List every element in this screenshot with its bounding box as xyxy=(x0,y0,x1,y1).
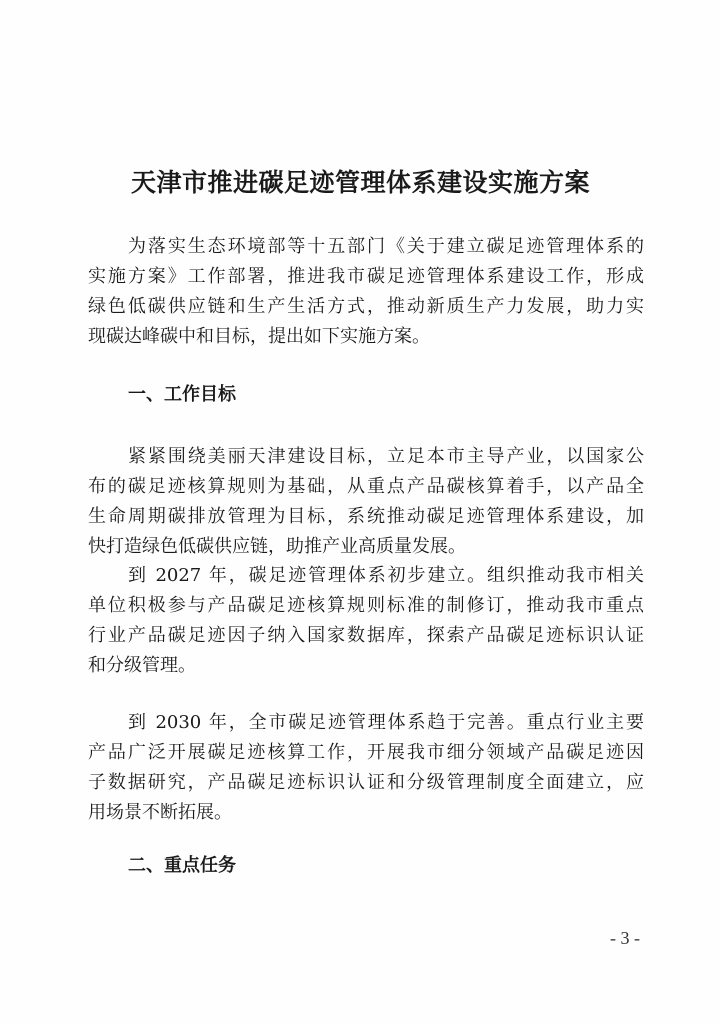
section-heading-tasks: 二、重点任务 xyxy=(128,855,236,876)
paragraph-line: 为落实生态环境部等十五部门《关于建立碳足迹管理体系的 xyxy=(128,236,644,257)
document-title: 天津市推进碳足迹管理体系建设实施方案 xyxy=(130,168,590,197)
goal-2027-paragraph xyxy=(88,561,644,681)
paragraph-line: 子数据研究，产品碳足迹标识认证和分级管理制度全面建立，应 xyxy=(88,772,644,793)
paragraph-line: 产品广泛开展碳足迹核算工作，开展我市细分领域产品碳足迹因 xyxy=(88,742,644,763)
section-heading-goals: 一、工作目标 xyxy=(128,384,236,405)
paragraph-line: 布的碳足迹核算规则为基础，从重点产品碳核算着手，以产品全 xyxy=(88,476,644,497)
paragraph-line: 实施方案》工作部署，推进我市碳足迹管理体系建设工作，形成 xyxy=(88,266,644,287)
paragraph-line: 行业产品碳足迹因子纳入国家数据库，探索产品碳足迹标识认证 xyxy=(88,625,644,646)
paragraph-line: 快打造绿色低碳供应链，助推产业高质量发展。 xyxy=(88,536,466,557)
paragraph-line: 绿色低碳供应链和生产生活方式，推动新质生产力发展，助力实 xyxy=(88,296,644,317)
paragraph-line: 现碳达峰碳中和目标，提出如下实施方案。 xyxy=(88,326,430,347)
page-number: - 3 - xyxy=(610,928,640,948)
paragraph-line: 到 2030 年，全市碳足迹管理体系趋于完善。重点行业主要 xyxy=(128,712,644,733)
paragraph-line: 生命周期碳排放管理为目标，系统推动碳足迹管理体系建设，加 xyxy=(88,506,644,527)
paragraph-line: 用场景不断拓展。 xyxy=(88,802,232,823)
goal-2030-paragraph xyxy=(88,708,644,828)
intro-paragraph xyxy=(88,232,644,352)
paragraph-line: 单位积极参与产品碳足迹核算规则标准的制修订，推动我市重点 xyxy=(88,595,644,616)
paragraph-line: 和分级管理。 xyxy=(88,655,196,676)
paragraph-line: 紧紧围绕美丽天津建设目标，立足本市主导产业，以国家公 xyxy=(128,446,644,467)
paragraph-line: 到 2027 年，碳足迹管理体系初步建立。组织推动我市相关 xyxy=(128,565,644,586)
goals-paragraph xyxy=(88,442,644,562)
